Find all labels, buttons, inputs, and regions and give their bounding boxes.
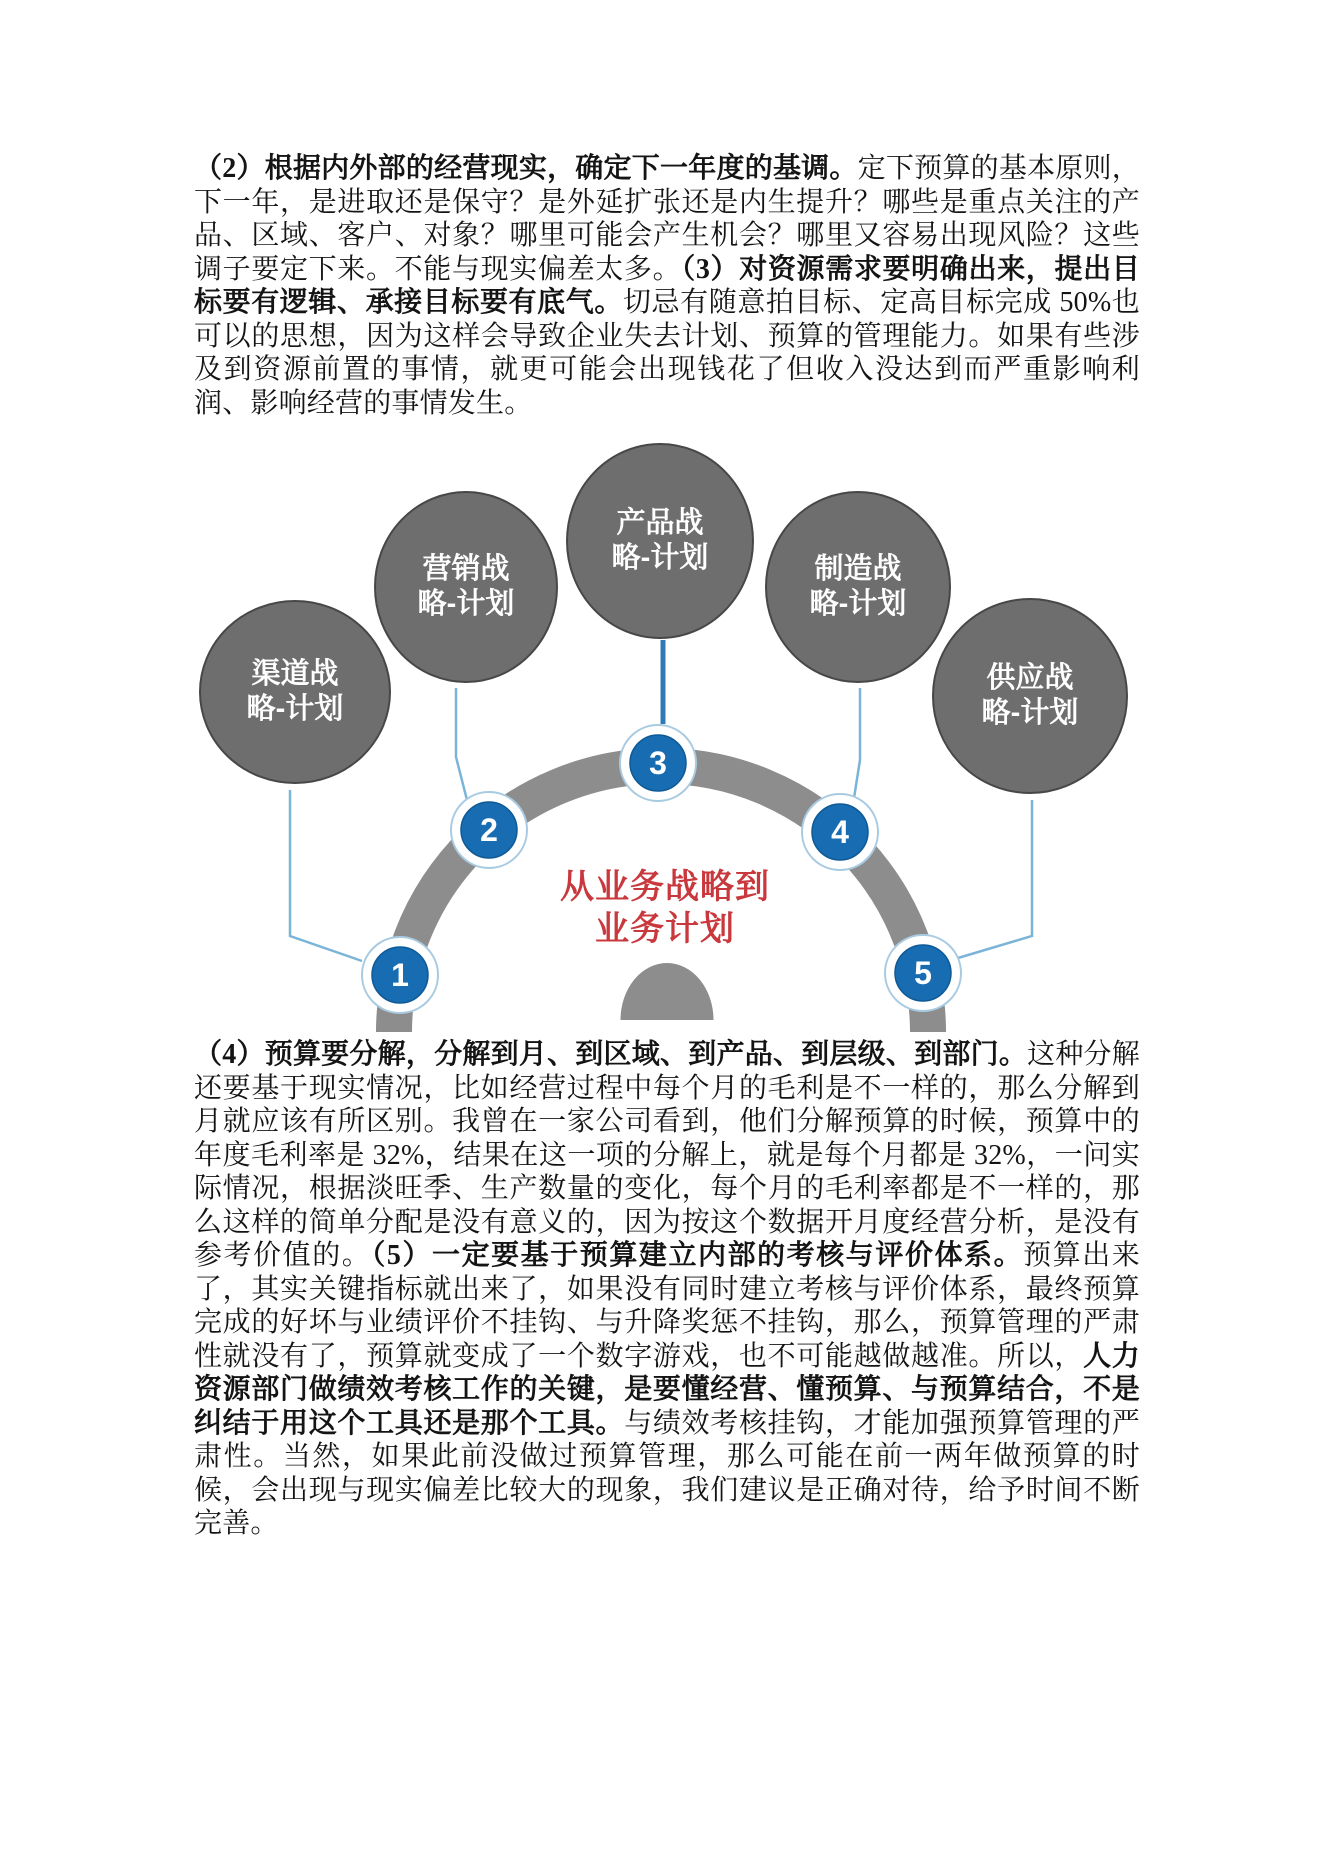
bubble-product-line1: 产品战 bbox=[616, 507, 704, 539]
connector-channel bbox=[290, 790, 362, 961]
step-node-3-number: 3 bbox=[649, 745, 667, 781]
bubble-product-line2: 略-计划 bbox=[611, 542, 709, 574]
bubble-supply-line1: 供应战 bbox=[986, 662, 1074, 694]
connector-supply bbox=[958, 800, 1032, 958]
text-run: 预算出来了，其实关键指标就出来了，如果没有同时建立考核与评价体系，最终预算完成的好坏与业绩评价不挂钩、与升降奖惩不挂钩，那么，预算管理的严肃性就没有了，预算就变成了一个数字游戏，也不可能越做越准。所以， bbox=[194, 1240, 1140, 1372]
bubble-manufacturing-line1: 制造战 bbox=[814, 553, 902, 585]
paragraph-points-2-3 bbox=[194, 152, 1140, 420]
step-node-1 bbox=[362, 937, 438, 1013]
bubble-channel-line1: 渠道战 bbox=[251, 658, 339, 690]
text-run-bold: （5）一定要基于预算建立内部的考核与评价体系。 bbox=[371, 1240, 1024, 1271]
text-run-bold: （2）根据内外部的经营现实，确定下一年度的基调。 bbox=[194, 153, 858, 184]
step-node-5-number: 5 bbox=[914, 955, 932, 991]
bubble-manufacturing-line2: 略-计划 bbox=[809, 588, 907, 620]
text-run: 这种分解还要基于现实情况，比如经营过程中每个月的毛利是不一样的，那么分解到月就应该有所区别。我曾在一家公司看到，他们分解预算的时候，预算中的年度毛利率是 32%，结果在这一项的分解上，就是每个月都是 32%，一问实际情况，根据淡旺季、生产数量的变化，每个月的毛利率都是不一样的，那么这样的简单分配是没有意义的，因为按这个数据开月度经营分析，是没有参考价值的。 bbox=[194, 1039, 1140, 1271]
bubble-product-strategy bbox=[567, 444, 753, 638]
diagram-title-line2: 业务计划 bbox=[595, 910, 735, 948]
paragraph-points-4-5 bbox=[194, 1038, 1140, 1541]
step-node-3 bbox=[620, 725, 696, 801]
step-node-5 bbox=[885, 935, 961, 1011]
bubble-channel-line2: 略-计划 bbox=[246, 693, 344, 725]
text-run: 定下预算的基本原则，下一年，是进取还是保守？是外延扩张还是内生提升？哪些是重点关注的产品、区域、客户、对象？哪里可能会产生机会？哪里又容易出现风险？这些调子要定下来。不能与现实偏差太多。 bbox=[194, 153, 1140, 285]
bubble-channel-strategy bbox=[200, 601, 390, 783]
text-run-bold: 人力资源部门做绩效考核工作的关键，是要懂经营、懂预算、与预算结合，不是纠结于用这个工具还是那个工具。 bbox=[194, 1340, 1140, 1439]
bubble-marketing-line2: 略-计划 bbox=[417, 588, 515, 620]
bubble-supply-strategy bbox=[933, 599, 1127, 793]
connector-marketing bbox=[456, 688, 467, 800]
text-run-bold: （3）对资源需求要明确出来，提出目标要有逻辑、承接目标要有底气。 bbox=[194, 253, 1141, 318]
figure-head-shape bbox=[621, 963, 714, 1020]
bubble-manufacturing-strategy bbox=[766, 492, 950, 682]
step-node-2 bbox=[451, 792, 527, 868]
bubble-supply-line2: 略-计划 bbox=[981, 697, 1079, 729]
step-node-4 bbox=[802, 794, 878, 870]
step-node-4-number: 4 bbox=[831, 814, 849, 850]
step-node-1-number: 1 bbox=[391, 957, 409, 993]
strategy-to-plan-diagram bbox=[150, 438, 1180, 1032]
diagram-title-line1: 从业务战略到 bbox=[560, 868, 770, 906]
text-run: 切忌有随意拍目标、定高目标完成 50%也可以的思想，因为这样会导致企业失去计划、预算的管理能力。如果有些涉及到资源前置的事情，就更可能会出现钱花了但收入没达到而严重影响利润、影响经营的事情发生。 bbox=[194, 287, 1140, 419]
bubble-marketing-line1: 营销战 bbox=[422, 553, 510, 585]
bubble-marketing-strategy bbox=[375, 492, 557, 682]
text-run: 与绩效考核挂钩，才能加强预算管理的严肃性。当然，如果此前没做过预算管理，那么可能在前一两年做预算的时候，会出现与现实偏差比较大的现象，我们建议是正确对待，给予时间不断完善。 bbox=[194, 1407, 1140, 1539]
text-run-bold: （4）预算要分解，分解到月、到区域、到产品、到层级、到部门。 bbox=[194, 1039, 1028, 1070]
step-node-2-number: 2 bbox=[480, 812, 498, 848]
connector-manufacturing bbox=[854, 688, 860, 798]
